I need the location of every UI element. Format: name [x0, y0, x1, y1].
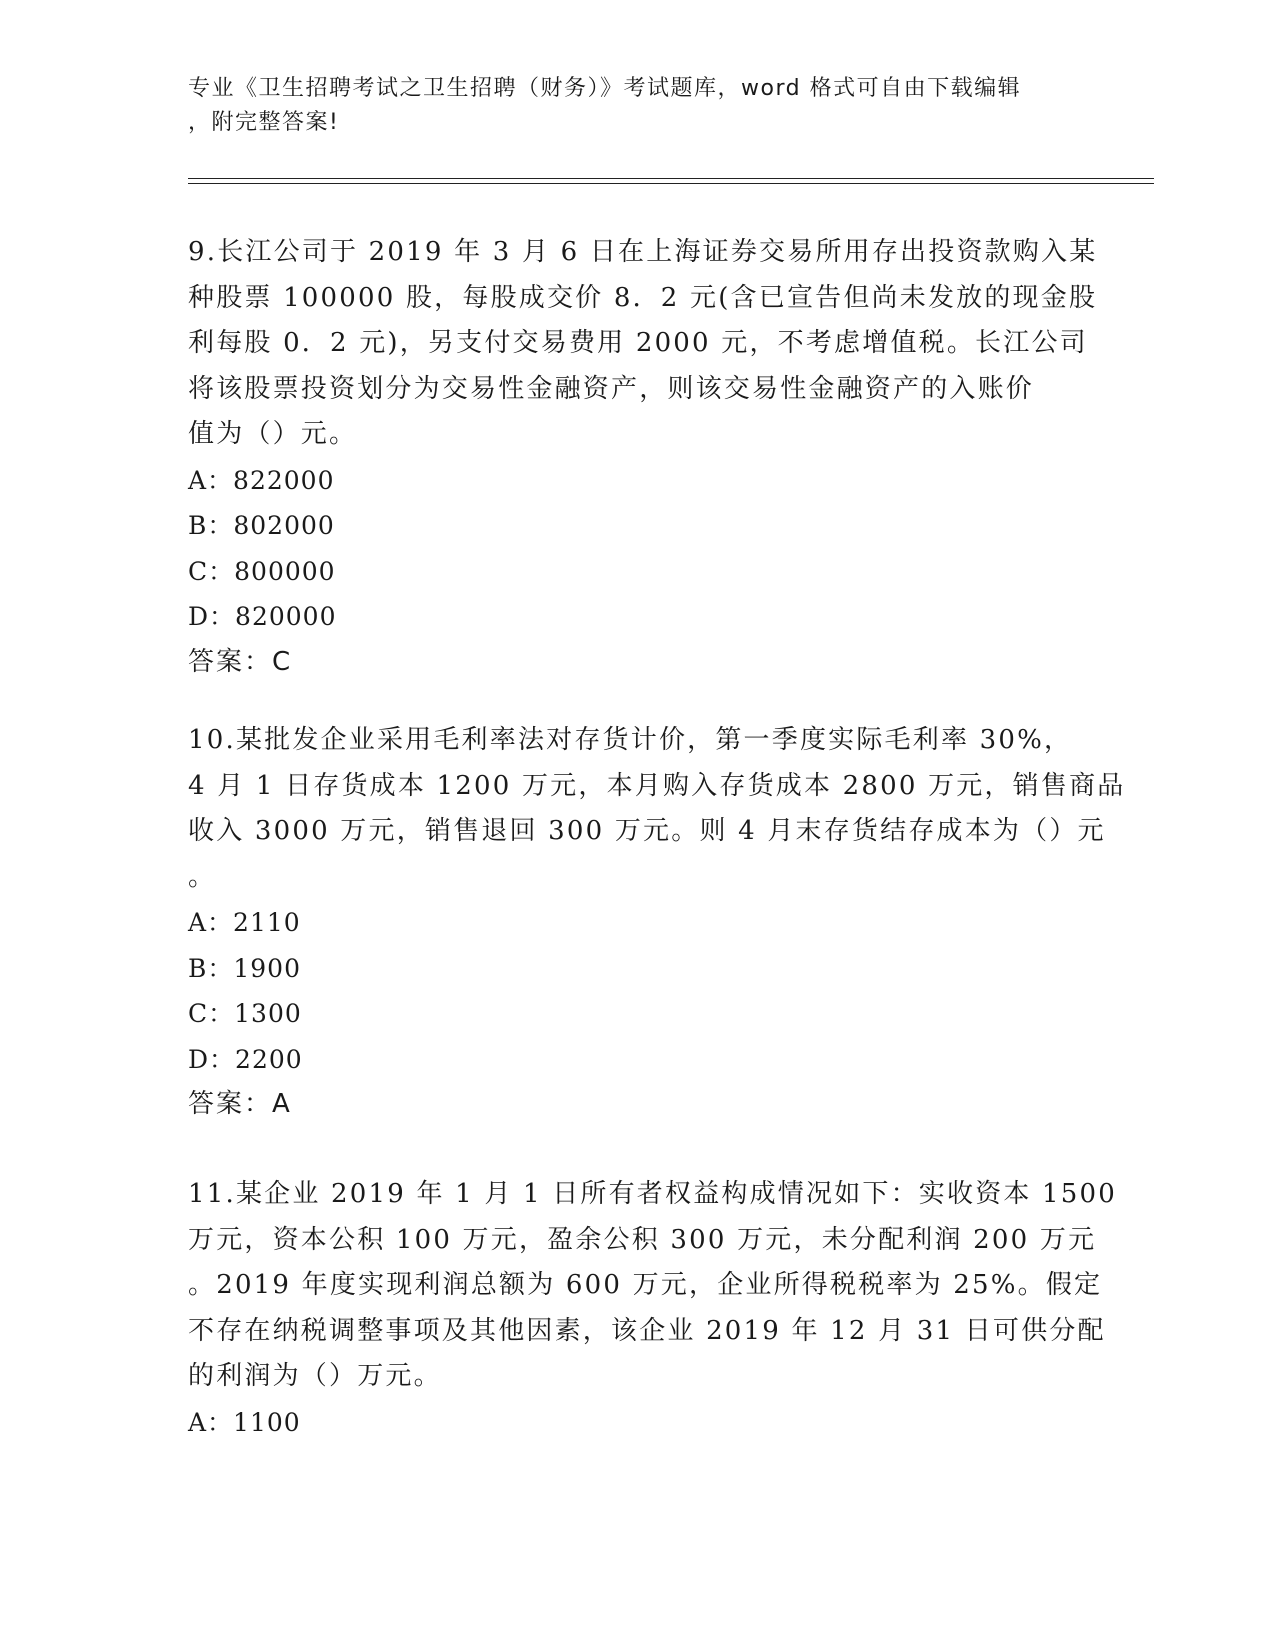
header-divider-top: [188, 178, 1154, 179]
question-stem-line: 4 月 1 日存货成本 1200 万元，本月购入存货成本 2800 万元，销售商品: [188, 770, 1126, 801]
option-c: C：1300: [188, 999, 302, 1028]
header-divider-bottom: [188, 183, 1154, 184]
option-c: C：800000: [188, 556, 336, 586]
question-stem-line: 的利润为（）万元。: [188, 1361, 442, 1391]
option-a: A：2110: [188, 908, 301, 937]
question-10: [188, 718, 1126, 1128]
question-stem-line: 种股票 100000 股，每股成交价 8．2 元(含已宣告但尚未发放的现金股: [188, 282, 1098, 313]
question-stem-line: 将该股票投资划分为交易性金融资产，则该交易性金融资产的入账价: [188, 373, 1035, 404]
question-stem-line: 。2019 年度实现利润总额为 600 万元，企业所得税税率为 25%。假定: [188, 1270, 1103, 1300]
option-b: B：802000: [188, 511, 335, 540]
header-line-1: 专业《卫生招聘考试之卫生招聘（财务）》考试题库，word 格式可自由下载编辑: [188, 76, 1022, 101]
question-stem-line: 值为（）元。: [188, 419, 358, 449]
option-d: D：820000: [188, 602, 337, 631]
question-stem-line: 利每股 0．2 元)，另支付交易费用 2000 元，不考虑增值税。长江公司: [188, 328, 1088, 358]
option-a: A：1100: [188, 1407, 301, 1437]
answer-line: 答案：A: [188, 1089, 292, 1119]
header-line-2: ，附完整答案!: [188, 110, 340, 135]
question-stem-line: 不存在纳税调整事项及其他因素，该企业 2019 年 12 月 31 日可供分配: [188, 1315, 1106, 1346]
question-stem-line: 9.长江公司于 2019 年 3 月 6 日在上海证券交易所用存出投资款购入某: [188, 237, 1098, 267]
question-9: [188, 230, 1098, 685]
question-stem-line: 收入 3000 万元，销售退回 300 万元。则 4 月末存货结存成本为（）元: [188, 816, 1106, 846]
question-stem-line: 。: [188, 861, 217, 892]
option-a: A：822000: [188, 465, 335, 495]
document-header: [188, 72, 1068, 140]
question-11: [188, 1172, 1118, 1445]
question-stem-line: 11.某企业 2019 年 1 月 1 日所有者权益构成情况如下：实收资本 1500: [188, 1179, 1118, 1209]
option-b: B：1900: [188, 953, 301, 983]
option-d: D：2200: [188, 1044, 303, 1074]
question-stem-line: 万元，资本公积 100 万元，盈余公积 300 万元，未分配利润 200 万元: [188, 1224, 1097, 1255]
question-stem-line: 10.某批发企业采用毛利率法对存货计价，第一季度实际毛利率 30%，: [188, 725, 1073, 755]
answer-line: 答案：C: [188, 646, 293, 677]
